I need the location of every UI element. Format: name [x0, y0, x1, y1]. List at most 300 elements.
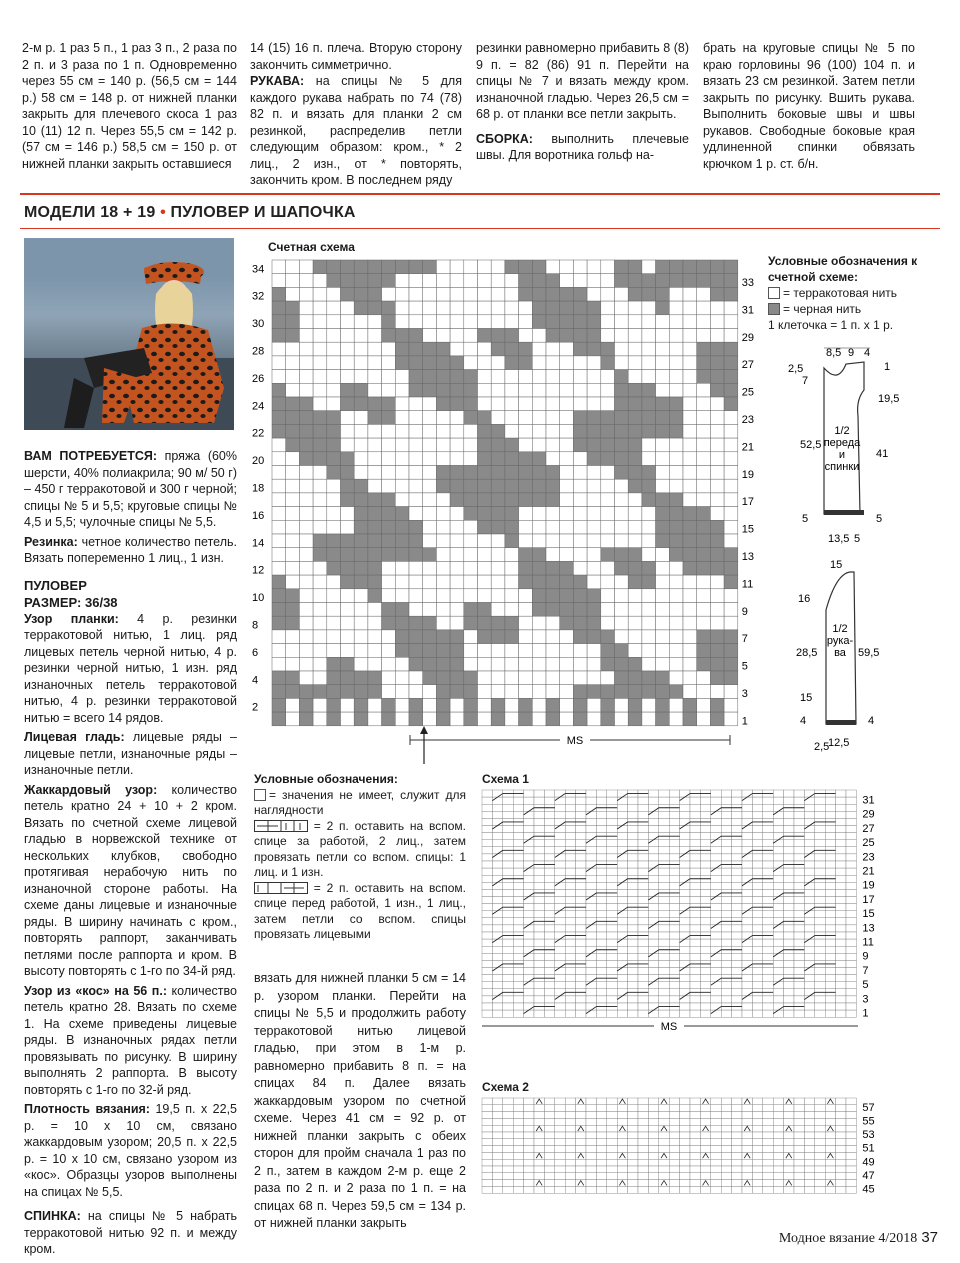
scheme2-cell: [752, 1180, 762, 1187]
scheme1-cell: [565, 833, 575, 840]
count-chart-cell: [478, 342, 492, 356]
scheme1-cell: [773, 847, 783, 854]
count-chart-cell: [642, 479, 656, 493]
count-chart-cell: [601, 411, 615, 425]
count-chart-cell: [656, 397, 670, 411]
scheme2-cell: [513, 1166, 523, 1173]
scheme1-cell: [680, 889, 690, 896]
scheme1-cell: [732, 868, 742, 875]
scheme1-cell: [524, 982, 534, 989]
scheme2-cell: [721, 1139, 731, 1146]
count-chart-cell: [573, 520, 587, 534]
scheme1-cell: [752, 804, 762, 811]
scheme1-cell: [763, 861, 773, 868]
scheme1-cell: [617, 1003, 627, 1010]
scheme1-cell: [742, 932, 752, 939]
scheme1-cell: [648, 925, 658, 932]
count-chart-cell: [656, 603, 670, 617]
scheme1-cell: [565, 861, 575, 868]
count-chart-cell: [683, 575, 697, 589]
count-chart-cell: [409, 315, 423, 329]
scheme1-cell: [586, 861, 596, 868]
count-chart-cell: [519, 561, 533, 575]
scheme1-cell: [544, 826, 554, 833]
count-chart-cell: [464, 370, 478, 384]
count-chart-cell: [436, 520, 450, 534]
count-chart-cell: [382, 287, 396, 301]
scheme2-cell: [784, 1159, 794, 1166]
count-chart-cell: [368, 589, 382, 603]
scheme1-cell: [565, 911, 575, 918]
scheme1-cell: [648, 982, 658, 989]
scheme1-cell: [711, 946, 721, 953]
count-chart-cell: [573, 260, 587, 274]
count-chart-cell: [327, 356, 341, 370]
count-chart-cell: [710, 315, 724, 329]
count-chart-arrow-icon: [420, 726, 428, 734]
scheme1-cell: [752, 975, 762, 982]
scheme1-cell: [711, 911, 721, 918]
count-chart-cell: [478, 315, 492, 329]
scheme1-cell: [732, 939, 742, 946]
count-chart-cell: [669, 589, 683, 603]
count-chart-cell: [395, 657, 409, 671]
count-chart-cell: [436, 603, 450, 617]
count-chart-cell: [327, 479, 341, 493]
scheme2-cell: [607, 1146, 617, 1153]
count-chart-cell: [587, 329, 601, 343]
scheme1-cell: [524, 889, 534, 896]
count-chart-cell: [560, 424, 574, 438]
count-chart-cell: [628, 315, 642, 329]
count-chart-cell: [546, 603, 560, 617]
count-chart-cell: [532, 644, 546, 658]
sleeve-length: 28,5: [796, 647, 818, 659]
scheme1-cell: [565, 996, 575, 1003]
scheme1-cell: [773, 797, 783, 804]
scheme1-cell: [721, 818, 731, 825]
scheme1-cell: [836, 833, 846, 840]
count-chart-cell: [656, 520, 670, 534]
count-chart-cell: [478, 383, 492, 397]
count-chart-cell: [368, 383, 382, 397]
scheme1-cell: [711, 975, 721, 982]
count-chart-cell: [382, 520, 396, 534]
scheme1-cell: [659, 826, 669, 833]
count-chart-cell: [382, 342, 396, 356]
scheme2-cell: [773, 1112, 783, 1119]
count-chart-cell: [423, 493, 437, 507]
scheme1-cell: [794, 868, 804, 875]
scheme1-cell: [742, 960, 752, 967]
scheme2-cell: [763, 1132, 773, 1139]
scheme1-cell: [586, 996, 596, 1003]
scheme1-row-label: 1: [862, 1007, 869, 1020]
scheme2-cell: [846, 1125, 856, 1132]
scheme2-cell: [565, 1098, 575, 1105]
count-chart-cell: [436, 260, 450, 274]
scheme1-cell: [524, 939, 534, 946]
count-chart-cell: [505, 452, 519, 466]
count-chart-cell: [669, 493, 683, 507]
scheme1-cell: [721, 989, 731, 996]
count-chart-cell: [354, 548, 368, 562]
count-chart-cell: [478, 260, 492, 274]
scheme1-cell: [648, 840, 658, 847]
scheme1-cell: [555, 875, 565, 882]
scheme1-cell: [711, 925, 721, 932]
scheme1-cell: [711, 889, 721, 896]
scheme1-cell: [836, 840, 846, 847]
scheme2-cell: [482, 1152, 492, 1159]
scheme1-cell: [555, 847, 565, 854]
left-para-5-text: на спицы № 5 набрать терракотовой нитью 92 п. и между кром.: [24, 1209, 237, 1257]
count-chart-cell: [532, 603, 546, 617]
count-chart-cell: [354, 589, 368, 603]
count-chart-cell: [710, 356, 724, 370]
scheme1-cell: [534, 911, 544, 918]
scheme2-cell: [565, 1132, 575, 1139]
scheme1-cell: [482, 790, 492, 797]
count-chart-cell: [272, 356, 286, 370]
scheme1-cell: [846, 968, 856, 975]
scheme1-cell: [586, 911, 596, 918]
count-chart-cell: [464, 698, 478, 712]
scheme2-cell: [721, 1166, 731, 1173]
count-chart-cell: [546, 561, 560, 575]
scheme1-cell: [524, 854, 534, 861]
scheme1-cell: [846, 975, 856, 982]
count-chart-cell: [683, 657, 697, 671]
scheme1-cell: [680, 790, 690, 797]
count-chart-cell: [327, 657, 341, 671]
count-chart-cell: [423, 589, 437, 603]
count-chart-cell: [615, 466, 629, 480]
count-chart-cell: [436, 685, 450, 699]
scheme2-cell: [794, 1152, 804, 1159]
count-chart-cell: [354, 356, 368, 370]
scheme2-cell: [690, 1159, 700, 1166]
count-chart-cell: [327, 589, 341, 603]
count-chart-cell: [532, 260, 546, 274]
scheme1-cell: [794, 854, 804, 861]
count-chart-cell: [423, 698, 437, 712]
scheme1-cell: [794, 953, 804, 960]
scheme1-cell: [711, 833, 721, 840]
scheme2-cell: [565, 1139, 575, 1146]
count-chart-cell: [683, 603, 697, 617]
scheme1-cell: [752, 861, 762, 868]
scheme1-cell: [648, 975, 658, 982]
scheme1-cell: [607, 960, 617, 967]
scheme1-cell: [576, 946, 586, 953]
count-chart-cell: [341, 315, 355, 329]
scheme2-cell: [607, 1152, 617, 1159]
scheme1-cell: [628, 968, 638, 975]
scheme1-row-label: 23: [862, 851, 875, 864]
scheme1-cell: [492, 1010, 502, 1017]
legend-black: [768, 301, 938, 317]
count-chart-cell: [642, 260, 656, 274]
count-chart-cell: [546, 424, 560, 438]
scheme1-cell: [794, 797, 804, 804]
count-chart-cell: [601, 479, 615, 493]
scheme1-cell: [763, 797, 773, 804]
scheme1-cell: [784, 811, 794, 818]
count-chart-cell: [724, 411, 738, 425]
scheme2-cell: [794, 1186, 804, 1193]
count-chart-cell: [382, 630, 396, 644]
scheme2-cell: [534, 1159, 544, 1166]
count-chart-cell: [341, 561, 355, 575]
count-chart-cell: [656, 671, 670, 685]
count-chart-cell: [327, 698, 341, 712]
count-chart-cell: [710, 644, 724, 658]
scheme1-cell: [534, 882, 544, 889]
count-chart-cell: [313, 657, 327, 671]
scheme2-cell: [752, 1173, 762, 1180]
scheme2-cell: [742, 1112, 752, 1119]
count-chart-cell: [573, 356, 587, 370]
scheme2-cell: [815, 1166, 825, 1173]
count-chart-cell: [272, 671, 286, 685]
scheme1-cell: [669, 1010, 679, 1017]
count-chart-cell: [573, 370, 587, 384]
count-chart-cell: [519, 466, 533, 480]
scheme1-cell: [742, 989, 752, 996]
scheme1-cell: [669, 875, 679, 882]
scheme1-cell: [492, 946, 502, 953]
count-chart-cell: [299, 329, 313, 343]
count-chart-cell: [341, 657, 355, 671]
terracotta-swatch: [768, 287, 780, 299]
count-chart-cell: [642, 370, 656, 384]
count-chart-cell: [587, 274, 601, 288]
count-chart-cell: [683, 274, 697, 288]
pullover-title: ПУЛОВЕР: [24, 577, 87, 593]
scheme1-cell: [721, 939, 731, 946]
scheme1-cell: [836, 868, 846, 875]
scheme1-cell: [534, 854, 544, 861]
scheme1-cell: [596, 875, 606, 882]
scheme2-cell: [669, 1112, 679, 1119]
count-chart-cell: [368, 548, 382, 562]
scheme2-cell: [721, 1105, 731, 1112]
count-chart-cell: [615, 301, 629, 315]
scheme2-cell: [732, 1152, 742, 1159]
count-chart-cell: [354, 370, 368, 384]
scheme1-cell: [607, 996, 617, 1003]
count-chart-cell: [601, 315, 615, 329]
scheme2-cell: [794, 1098, 804, 1105]
scheme1-cell: [617, 847, 627, 854]
count-chart-cell: [286, 561, 300, 575]
count-chart-cell: [354, 616, 368, 630]
count-chart-cell: [313, 671, 327, 685]
scheme1-cell: [700, 968, 710, 975]
count-chart-cell: [532, 356, 546, 370]
scheme1-cell: [638, 804, 648, 811]
count-chart-cell: [697, 493, 711, 507]
section-heading: [24, 202, 356, 223]
scheme1-cell: [482, 996, 492, 1003]
scheme2-cell: [492, 1159, 502, 1166]
count-chart-cell: [354, 685, 368, 699]
scheme1-cell: [669, 797, 679, 804]
count-chart-cell: [395, 274, 409, 288]
count-chart-row-label: 16: [252, 509, 265, 522]
scheme2-cell: [784, 1105, 794, 1112]
scheme1-cell: [648, 897, 658, 904]
scheme2-cell: [482, 1112, 492, 1119]
count-chart-cell: [450, 589, 464, 603]
count-chart-cell: [478, 534, 492, 548]
scheme1-cell: [628, 982, 638, 989]
count-chart-cell: [395, 520, 409, 534]
count-chart-cell: [299, 644, 313, 658]
scheme1-cell: [815, 826, 825, 833]
count-chart-cell: [450, 356, 464, 370]
scheme1-cell: [596, 939, 606, 946]
count-chart-cell: [710, 712, 724, 726]
scheme1-cell: [544, 925, 554, 932]
count-chart-cell: [724, 287, 738, 301]
scheme1-cell: [836, 932, 846, 939]
scheme1-cell: [804, 939, 814, 946]
count-chart-cell: [560, 397, 574, 411]
scheme1-cell: [700, 811, 710, 818]
count-chart-cell: [382, 315, 396, 329]
scheme1-cell: [648, 826, 658, 833]
count-chart-cell: [354, 493, 368, 507]
scheme2-cell: [555, 1152, 565, 1159]
scheme1-cell: [555, 939, 565, 946]
scheme1-cell: [773, 939, 783, 946]
scheme2-cell: [804, 1146, 814, 1153]
scheme1-cell: [804, 811, 814, 818]
count-chart-cell: [683, 561, 697, 575]
count-chart-cell: [683, 479, 697, 493]
scheme2-cell: [544, 1105, 554, 1112]
scheme2-cell: [721, 1125, 731, 1132]
scheme2-cell: [669, 1159, 679, 1166]
scheme1-cell: [752, 833, 762, 840]
scheme2-cell: [576, 1118, 586, 1125]
scheme1-cell: [763, 854, 773, 861]
scheme1-cell: [492, 953, 502, 960]
count-chart-cell: [683, 438, 697, 452]
rib-text: четное количество петель. Вязать попеременно 1 лиц., 1 изн.: [24, 534, 237, 565]
scheme1-cell: [815, 811, 825, 818]
scheme2-cell: [690, 1132, 700, 1139]
scheme1-cell: [534, 840, 544, 847]
scheme1-cell: [596, 790, 606, 797]
count-chart-cell: [478, 630, 492, 644]
count-chart-cell: [272, 534, 286, 548]
count-chart-cell: [642, 493, 656, 507]
count-chart-cell: [299, 616, 313, 630]
scheme1-cell: [482, 989, 492, 996]
count-chart-cell: [560, 657, 574, 671]
scheme1-cell: [503, 826, 513, 833]
scheme1-cell: [628, 939, 638, 946]
scheme2-cell: [763, 1098, 773, 1105]
scheme1-cell: [773, 932, 783, 939]
legend-terracotta: [768, 285, 938, 301]
count-chart-cell: [450, 507, 464, 521]
scheme1-cell: [669, 826, 679, 833]
count-chart-cell: [395, 534, 409, 548]
count-chart-cell: [697, 287, 711, 301]
count-chart-cell: [299, 561, 313, 575]
scheme2-cell: [534, 1132, 544, 1139]
count-chart-cell: [532, 397, 546, 411]
count-chart-cell: [615, 685, 629, 699]
scheme2-cell: [482, 1139, 492, 1146]
scheme2-cell: [607, 1125, 617, 1132]
count-chart-cell: [697, 260, 711, 274]
scheme1-cell: [680, 939, 690, 946]
count-chart-cell: [724, 274, 738, 288]
scheme2-cell: [721, 1132, 731, 1139]
count-chart-cell: [656, 356, 670, 370]
sleeve-cuff-band: [826, 720, 856, 725]
scheme2-cell: [628, 1173, 638, 1180]
count-chart-cell: [450, 479, 464, 493]
count-chart-cell: [299, 383, 313, 397]
scheme2-cell: [680, 1152, 690, 1159]
scheme1-cell: [534, 897, 544, 904]
scheme1-cell: [804, 932, 814, 939]
count-chart-cell: [464, 315, 478, 329]
count-chart-cell: [341, 370, 355, 384]
count-chart-cell: [464, 507, 478, 521]
scheme2-cell: [690, 1105, 700, 1112]
count-chart-cell: [382, 274, 396, 288]
scheme1-cell: [773, 811, 783, 818]
count-chart-cell: [464, 438, 478, 452]
scheme2-cell: [659, 1139, 669, 1146]
count-chart-row-label: 26: [252, 372, 265, 385]
scheme1-cell: [773, 996, 783, 1003]
count-chart-cell: [354, 315, 368, 329]
count-chart-cell: [354, 260, 368, 274]
scheme1-cell: [752, 925, 762, 932]
count-chart-cell: [286, 657, 300, 671]
count-chart-cell: [450, 561, 464, 575]
count-chart-cell: [313, 479, 327, 493]
count-chart-cell: [423, 411, 437, 425]
scheme1-cell: [638, 826, 648, 833]
scheme1-cell: [700, 861, 710, 868]
count-chart-ms-label: MS: [566, 735, 584, 747]
scheme1-cell: [752, 868, 762, 875]
scheme2-cell: [773, 1159, 783, 1166]
scheme1-cell: [628, 946, 638, 953]
count-chart-cell: [587, 575, 601, 589]
count-chart-cell: [286, 479, 300, 493]
scheme1-cell: [544, 811, 554, 818]
count-chart-cell: [560, 534, 574, 548]
scheme1-cell: [628, 882, 638, 889]
scheme2-cell: [524, 1180, 534, 1187]
scheme1-cell: [659, 811, 669, 818]
count-legend-title: Условные обозначения к счетной схеме:: [768, 254, 918, 284]
scheme1-cell: [825, 975, 835, 982]
top-column-2: [250, 40, 462, 189]
count-chart-cell: [464, 561, 478, 575]
scheme2-cell: [638, 1146, 648, 1153]
